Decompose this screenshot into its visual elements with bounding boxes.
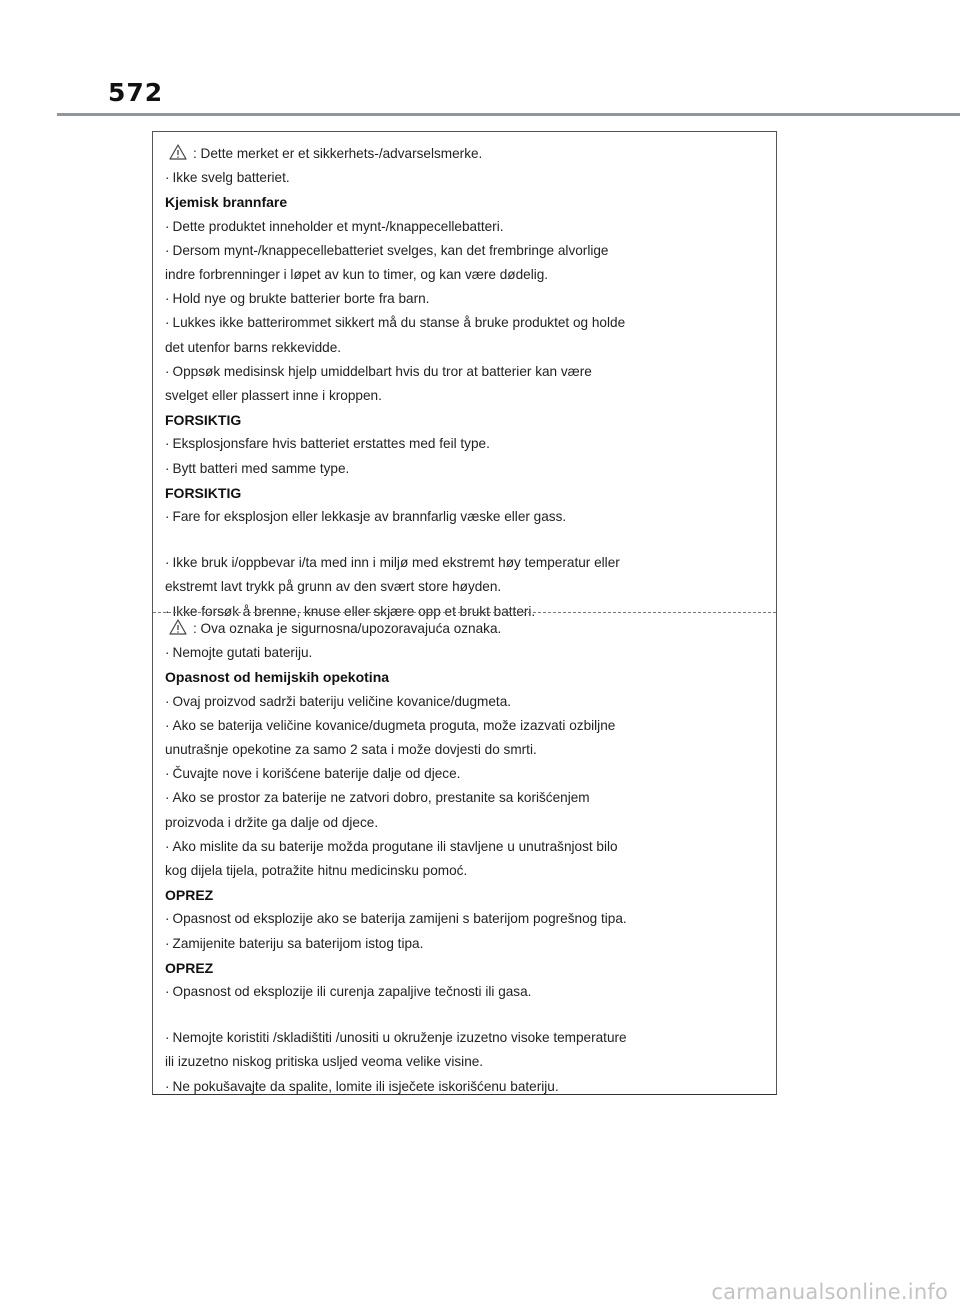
bullet-text: Ako se prostor za baterije ne zatvori dobro, prestanite sa korišćenjem	[172, 790, 590, 806]
bullet-text: Opasnost od eksplozije ako se baterija zamijeni s baterijom pogrešnog tipa.	[172, 911, 627, 927]
bullet-text: Ne pokušavajte da spalite, lomite ili isječete iskorišćenu bateriju.	[172, 1078, 559, 1094]
warning-heading: Opasnost od hemijskih opekotina	[165, 669, 390, 686]
bullet-text: Hold nye og brukte batterier borte fra barn.	[172, 291, 430, 307]
battery-safety-notice-box	[152, 131, 777, 1095]
bullet-text: Dersom mynt-/knappecellebatteriet svelges, kan det frembringe alvorlige	[172, 242, 609, 258]
warning-heading: OPREZ	[165, 887, 214, 904]
bullet-dot-icon: ·	[165, 645, 170, 661]
bullet-text: Ikke svelg batteriet.	[172, 170, 290, 186]
bullet-text: Bytt batteri med samme type.	[172, 460, 350, 476]
bullet-text: Lukkes ikke batterirommet sikkert må du stanse å bruke produktet og holde	[172, 315, 626, 331]
bullet-item	[165, 907, 766, 931]
bullet-item	[165, 239, 766, 263]
bullet-text: Ikke bruk i/oppbevar i/ta med inn i miljø med ekstremt høy temperatur eller	[172, 555, 620, 571]
bullet-item	[165, 786, 766, 810]
bullet-text: Opasnost od eksplozije ili curenja zapaljive tečnosti ili gasa.	[172, 984, 532, 1000]
continuation-text: det utenfor barns rekkevidde.	[165, 339, 342, 355]
bullet-item	[165, 215, 766, 239]
continuation-text: indre forbrenninger i løpet av kun to timer, og kan være dødelig.	[165, 267, 549, 283]
section-divider	[153, 612, 776, 613]
continuation-text: ekstremt lavt trykk på grunn av den svært store høyden.	[165, 579, 502, 595]
bullet-text: Nemojte gutati bateriju.	[172, 645, 313, 661]
safety-label-line	[165, 617, 766, 641]
bullet-item	[165, 714, 766, 738]
bullet-dot-icon: ·	[165, 509, 170, 525]
continuation-text: kog dijela tijela, potražite hitnu medicinsku pomoć.	[165, 863, 468, 879]
bullet-text: Nemojte koristiti /skladištiti /unositi u okruženje izuzetno visoke temperature	[172, 1030, 627, 1046]
bullet-dot-icon: ·	[165, 838, 170, 854]
bullet-dot-icon: ·	[165, 935, 170, 951]
bullet-dot-icon: ·	[165, 693, 170, 709]
bullet-text: Čuvajte nove i korišćene baterije dalje od djece.	[172, 766, 461, 782]
bullet-text: Ovaj proizvod sadrži bateriju veličine kovanice/dugmeta.	[172, 693, 512, 709]
bullet-item	[165, 457, 766, 481]
safety-label-text: : Ova oznaka je sigurnosna/upozoravajuća oznaka.	[193, 621, 502, 636]
notice-section-croatian	[165, 617, 766, 1099]
bullet-text: Fare for eksplosjon eller lekkasje av brannfarlig væske eller gass.	[172, 509, 567, 525]
safety-label-text: : Dette merket er et sikkerhets-/advarselsmerke.	[193, 146, 483, 161]
bullet-dot-icon: ·	[165, 984, 170, 1000]
bullet-item	[165, 551, 766, 575]
bullet-item	[165, 287, 766, 311]
bullet-dot-icon: ·	[165, 291, 170, 307]
bullet-text: Ako mislite da su baterije možda progutane ili stavljene u unutrašnjost bilo	[172, 838, 618, 854]
warning-heading: FORSIKTIG	[165, 484, 242, 501]
bullet-item	[165, 166, 766, 190]
bullet-dot-icon: ·	[165, 911, 170, 927]
continuation-text: proizvoda i držite ga dalje od djece.	[165, 814, 379, 830]
header-divider	[57, 113, 960, 116]
continuation-text: unutrašnje opekotine za samo 2 sata i može dovjesti do smrti.	[165, 742, 537, 758]
bullet-item	[165, 932, 766, 956]
bullet-dot-icon: ·	[165, 790, 170, 806]
bullet-dot-icon: ·	[165, 242, 170, 258]
bullet-dot-icon: ·	[165, 717, 170, 733]
continuation-text: ili izuzetno niskog pritiska usljed veoma velike visine.	[165, 1054, 484, 1070]
continuation-text: svelget eller plassert inne i kroppen.	[165, 388, 382, 404]
page-number: 572	[108, 78, 164, 107]
bullet-item	[165, 1026, 766, 1050]
bullet-item	[165, 1075, 766, 1099]
bullet-dot-icon: ·	[165, 170, 170, 186]
bullet-dot-icon: ·	[165, 1078, 170, 1094]
bullet-dot-icon: ·	[165, 766, 170, 782]
warning-heading: OPREZ	[165, 959, 214, 976]
warning-triangle-icon	[169, 619, 187, 635]
bullet-dot-icon: ·	[165, 460, 170, 476]
bullet-item	[165, 641, 766, 665]
warning-heading: FORSIKTIG	[165, 412, 242, 429]
safety-label-line	[165, 142, 766, 166]
bullet-item	[165, 360, 766, 384]
bullet-text: Dette produktet inneholder et mynt-/knappecellebatteri.	[172, 218, 504, 234]
bullet-item	[165, 432, 766, 456]
bullet-dot-icon: ·	[165, 436, 170, 452]
bullet-dot-icon: ·	[165, 315, 170, 331]
bullet-text: Ikke forsøk å brenne, knuse eller skjære opp et brukt batteri.	[172, 603, 536, 619]
bullet-text: Ako se baterija veličine kovanice/dugmeta proguta, može izazvati ozbiljne	[172, 717, 616, 733]
bullet-dot-icon: ·	[165, 555, 170, 571]
watermark: carmanualsonline.info	[711, 1280, 948, 1304]
bullet-item	[165, 762, 766, 786]
bullet-text: Oppsøk medisinsk hjelp umiddelbart hvis du tror at batterier kan være	[172, 363, 592, 379]
notice-section-norwegian	[165, 142, 766, 624]
bullet-dot-icon: ·	[165, 363, 170, 379]
bullet-dot-icon: ·	[165, 218, 170, 234]
bullet-text: Eksplosjonsfare hvis batteriet erstattes med feil type.	[172, 436, 490, 452]
bullet-item	[165, 311, 766, 335]
warning-triangle-icon	[169, 144, 187, 160]
bullet-dot-icon: ·	[165, 1030, 170, 1046]
bullet-item	[165, 980, 766, 1004]
bullet-item	[165, 690, 766, 714]
bullet-item	[165, 835, 766, 859]
bullet-item	[165, 505, 766, 529]
bullet-text: Zamijenite bateriju sa baterijom istog tipa.	[172, 935, 424, 951]
warning-heading: Kjemisk brannfare	[165, 194, 288, 211]
bullet-dot-icon: ·	[165, 603, 170, 619]
